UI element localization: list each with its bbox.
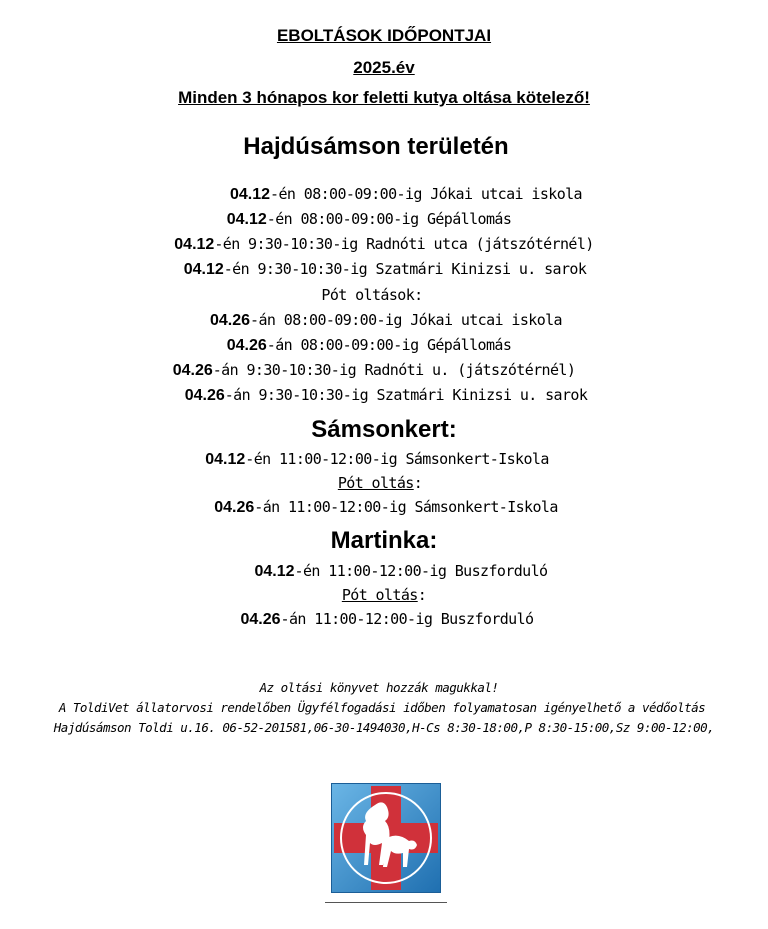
schedule-text: -én 9:30-10:30-ig Radnóti utca (játszótérnél)	[214, 235, 594, 253]
schedule-date: 04.12	[183, 261, 224, 278]
martinka-pot-label	[0, 586, 768, 604]
hajdusamson-row	[0, 210, 753, 229]
schedule-text: -én 9:30-10:30-ig Szatmári Kinizsi u. sarok	[223, 260, 587, 278]
header-year: 2025.év	[353, 58, 415, 77]
schedule-text: -én 11:00-12:00-ig Sámsonkert-Iskola	[245, 450, 549, 468]
samsonkert-pot-label	[0, 474, 764, 492]
schedule-text: -án 11:00-12:00-ig Sámsonkert-Iskola	[254, 498, 558, 516]
schedule-text: -én 11:00-12:00-ig Buszforduló	[294, 562, 548, 580]
hajdusamson-pot-row	[0, 361, 758, 380]
schedule-date: 04.12	[205, 451, 246, 468]
footer-line-1: Az oltási könyvet hozzák magukkal!	[259, 680, 499, 695]
pot-oltas-label: Pót oltás	[337, 474, 414, 492]
footer-line-3: Hajdúsámson Toldi u.16. 06-52-201581,06-30-1494030,H-Cs 8:30-18:00,P 8:30-15:00,Sz 9:00-12:00,	[53, 720, 715, 735]
vet-clinic-logo-icon	[331, 783, 441, 893]
samsonkert-pot-row	[2, 498, 768, 517]
schedule-text: -én 08:00-09:00-ig Gépállomás	[266, 210, 512, 228]
hajdusamson-row	[22, 185, 768, 204]
schedule-text: -án 9:30-10:30-ig Szatmári Kinizsi u. sarok	[224, 386, 588, 404]
schedule-date: 04.12	[230, 186, 271, 203]
schedule-date: 04.26	[226, 337, 267, 354]
pot-oltas-colon: :	[413, 474, 423, 492]
martinka-row	[17, 562, 768, 581]
hajdusamson-heading: Hajdúsámson területén	[243, 133, 509, 160]
martinka-pot-row	[3, 610, 768, 629]
hajdusamson-row	[1, 260, 768, 279]
schedule-date: 04.26	[184, 387, 225, 404]
martinka-heading: Martinka:	[330, 527, 438, 554]
schedule-text: -án 08:00-09:00-ig Gépállomás	[266, 336, 512, 354]
schedule-date: 04.26	[214, 499, 255, 516]
samsonkert-heading: Sámsonkert:	[311, 416, 457, 443]
hajdusamson-pot-row	[2, 311, 768, 330]
hajdusamson-row	[0, 235, 768, 254]
schedule-date: 04.12	[174, 236, 215, 253]
schedule-date: 04.26	[240, 611, 281, 628]
schedule-text: -án 08:00-09:00-ig Jókai utcai iskola	[250, 311, 562, 329]
schedule-date: 04.26	[210, 312, 251, 329]
pot-oltasok-label: Pót oltások:	[321, 286, 423, 304]
footer-line-2: A ToldiVet állatorvosi rendelőben Ügyfélfogadási időben folyamatosan igényelhető a védőoltás	[58, 700, 706, 715]
schedule-text: -én 08:00-09:00-ig Jókai utcai iskola	[270, 185, 582, 203]
schedule-date: 04.12	[254, 563, 295, 580]
schedule-date: 04.12	[226, 211, 267, 228]
header-title: EBOLTÁSOK IDŐPONTJAI	[276, 26, 492, 45]
pot-oltas-colon: :	[417, 586, 427, 604]
hajdusamson-pot-row	[2, 386, 768, 405]
schedule-text: -án 9:30-10:30-ig Radnóti u. (játszótérnél)	[212, 361, 576, 379]
pot-oltas-label: Pót oltás	[341, 586, 418, 604]
header-notice: Minden 3 hónapos kor feletti kutya oltása kötelező!	[178, 88, 590, 107]
hajdusamson-pot-row	[0, 336, 753, 355]
schedule-date: 04.26	[172, 362, 213, 379]
logo-underline	[325, 902, 447, 903]
samsonkert-row	[0, 450, 761, 469]
schedule-text: -án 11:00-12:00-ig Buszforduló	[280, 610, 534, 628]
